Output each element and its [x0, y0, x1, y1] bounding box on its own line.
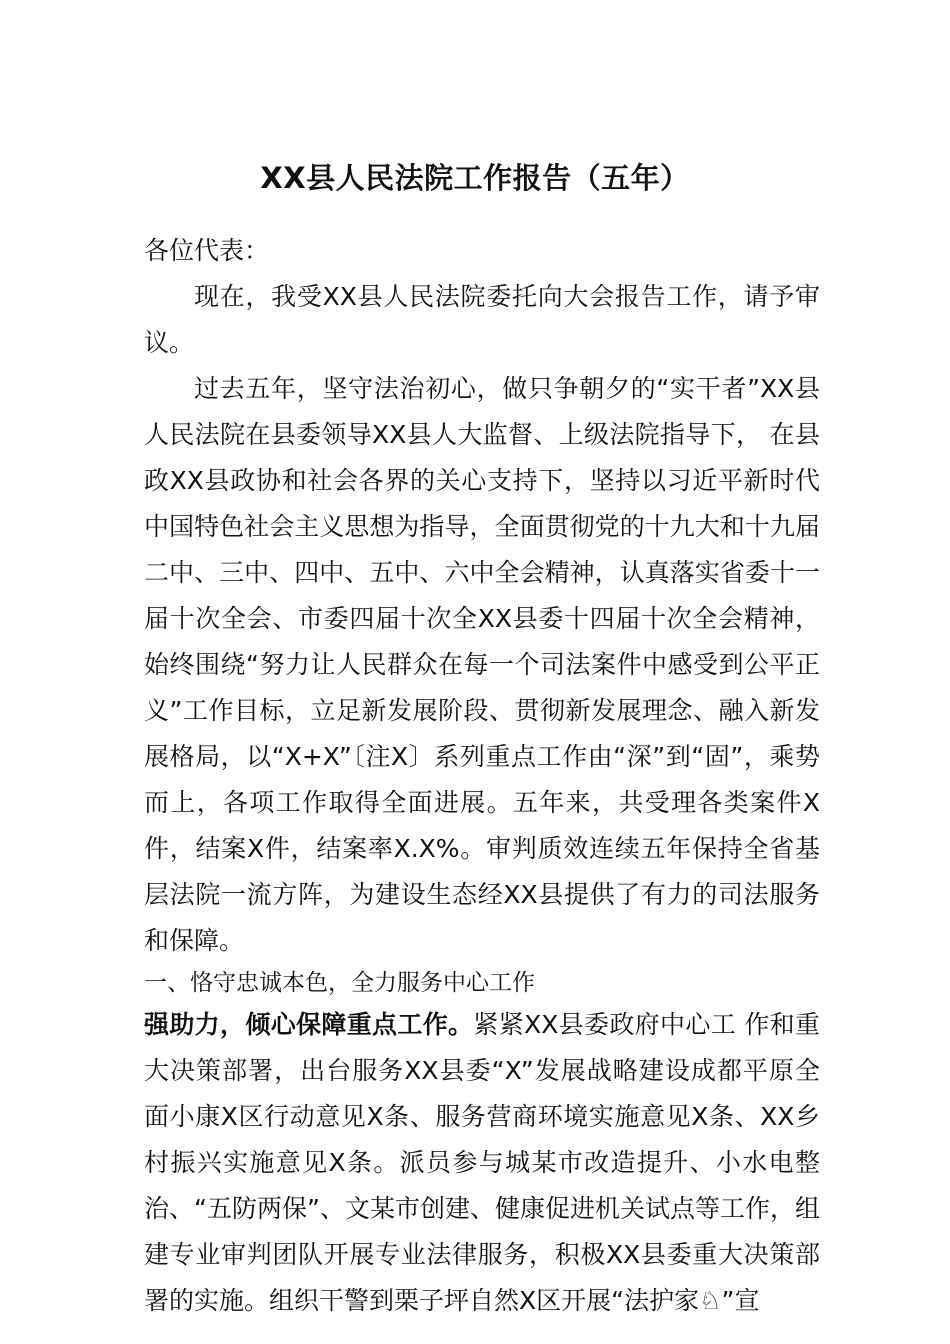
paragraph-body: 紧紧XX县委政府中心工 作和重大决策部署，出台服务XX县委“X”发展战略建设成都平原全面小康X区行动意见X条、服务营商环境实施意见X条、XX乡村振兴实施意见X条。派员参与城某市改造提升、小水电整治、“五防两保”、文某市创建、健康促进机关试点等工作，组建专业审判团队开展专业法律服务，积极XX县委重大决策部署的实施。组织干警到栗子坪自然X区开展“法护家♘”宣	[144, 1010, 820, 1315]
paragraph-opening: 现在，我受XX县人民法院委托向大会报告工作，请予审议。	[144, 282, 820, 357]
document-title: XX县人民法院工作报告（五年）	[260, 161, 690, 195]
paragraph-service	[144, 1002, 820, 1324]
paragraph-review: 过去五年，坚守法治初心，做只争朝夕的“实干者”XX县人民法院在县委领导XX县人大监督、上级法院指导下， 在县政XX县政协和社会各界的关心支持下，坚持以习近平新时代中国特色社会主义思想为指导，全面贯彻党的十九大和十九届二中、三中、四中、五中、六中全会精神，认真落实省委十一届十次全会、市委四届十次全XX县委十四届十次全会精神，始终围绕“努力让人民群众在每一个司法案件中感受到公平正义”工作目标，立足新发展阶段、贯彻新发展理念、融入新发展格局，以“X+X”〔注X〕系列重点工作由“深”到“固”，乘势而上，各项工作取得全面进展。五年来，共受理各类案件X件，结案X件，结案率X.X%。审判质效连续五年保持全省基层法院一流方阵，为建设生态经XX县提供了有力的司法服务和保障。	[144, 374, 820, 955]
document-body	[144, 228, 820, 1324]
salutation: 各位代表：	[144, 236, 270, 265]
paragraph-lead-bold: 强助力，倾心保障重点工作。	[144, 1010, 474, 1039]
section-heading: 一、恪守忠诚本色，全力服务中心工作	[144, 970, 535, 996]
